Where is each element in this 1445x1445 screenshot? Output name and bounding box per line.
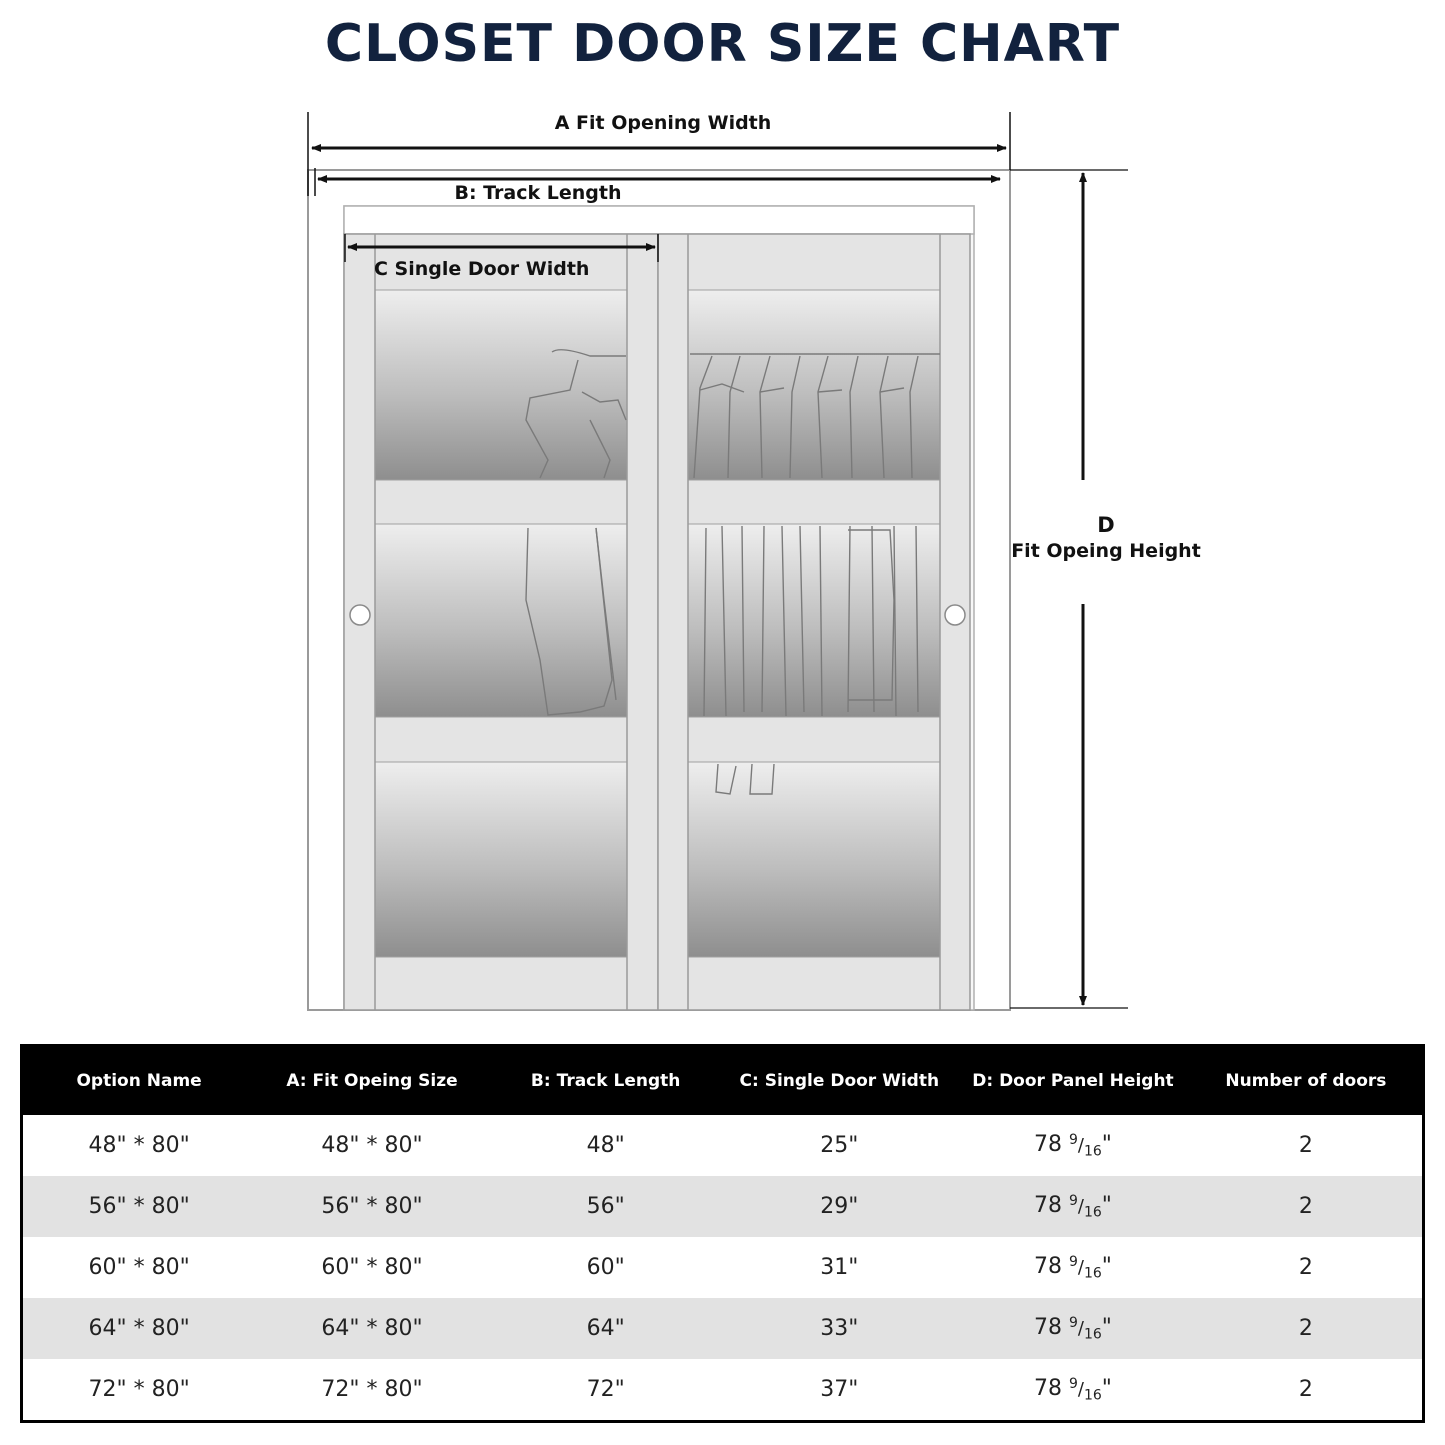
- fraction-numerator: 9: [1068, 1131, 1078, 1148]
- cell-track-length: 56": [489, 1176, 723, 1237]
- cell-option-name: 56" * 80": [22, 1176, 256, 1237]
- cell-single-door-width: 25": [722, 1115, 956, 1176]
- cell-track-length: 48": [489, 1115, 723, 1176]
- header-fit-opening-size: A: Fit Opeing Size: [255, 1046, 489, 1116]
- fraction-denominator: 16: [1083, 1204, 1102, 1221]
- cell-door-panel-height: [956, 1359, 1190, 1422]
- cell-number-of-doors: 2: [1190, 1237, 1424, 1298]
- dimension-b-label: B: Track Length: [454, 182, 622, 204]
- cell-door-panel-height: [956, 1237, 1190, 1298]
- panel-height-whole: 78: [1033, 1192, 1062, 1218]
- panel-height-whole: 78: [1033, 1375, 1062, 1401]
- cell-door-panel-height: [956, 1115, 1190, 1176]
- table-row: [22, 1298, 1424, 1359]
- panel-height-fraction: $^9/_{16}$: [1068, 1375, 1102, 1404]
- cell-door-panel-height: [956, 1298, 1190, 1359]
- fraction-numerator: 9: [1068, 1314, 1078, 1331]
- fraction-denominator: 16: [1083, 1387, 1102, 1404]
- cell-track-length: 64": [489, 1298, 723, 1359]
- cell-single-door-width: 31": [722, 1237, 956, 1298]
- cell-single-door-width: 29": [722, 1176, 956, 1237]
- fraction-denominator: 16: [1083, 1143, 1102, 1160]
- table-row: [22, 1359, 1424, 1422]
- cell-single-door-width: 37": [722, 1359, 956, 1422]
- cell-fit-opening-size: 60" * 80": [255, 1237, 489, 1298]
- panel-height-whole: 78: [1033, 1131, 1062, 1157]
- unit-mark: ": [1101, 1131, 1112, 1157]
- unit-mark: ": [1101, 1192, 1112, 1218]
- panel-height-fraction: $^9/_{16}$: [1068, 1253, 1102, 1282]
- left-door-handle: [350, 605, 370, 625]
- cell-fit-opening-size: 48" * 80": [255, 1115, 489, 1176]
- cell-option-name: 64" * 80": [22, 1298, 256, 1359]
- size-table: [20, 1044, 1425, 1423]
- dimension-d: [1010, 170, 1201, 1008]
- cell-number-of-doors: 2: [1190, 1298, 1424, 1359]
- header-single-door-width: C: Single Door Width: [722, 1046, 956, 1116]
- dimension-a-label: A Fit Opening Width: [554, 112, 772, 134]
- fraction-numerator: 9: [1068, 1192, 1078, 1209]
- panel-height-fraction: $^9/_{16}$: [1068, 1131, 1102, 1160]
- header-option-name: Option Name: [22, 1046, 256, 1116]
- table-row: [22, 1115, 1424, 1176]
- panel-height-whole: 78: [1033, 1253, 1062, 1279]
- cell-fit-opening-size: 64" * 80": [255, 1298, 489, 1359]
- unit-mark: ": [1101, 1253, 1112, 1279]
- cell-number-of-doors: 2: [1190, 1115, 1424, 1176]
- cell-fit-opening-size: 72" * 80": [255, 1359, 489, 1422]
- header-track-length: B: Track Length: [489, 1046, 723, 1116]
- table-row: [22, 1176, 1424, 1237]
- cell-fit-opening-size: 56" * 80": [255, 1176, 489, 1237]
- left-door-panel: [344, 234, 658, 1010]
- right-door-handle: [945, 605, 965, 625]
- panel-height-fraction: $^9/_{16}$: [1068, 1192, 1102, 1221]
- dimension-c-label: C Single Door Width: [374, 258, 590, 280]
- cell-number-of-doors: 2: [1190, 1176, 1424, 1237]
- cell-option-name: 48" * 80": [22, 1115, 256, 1176]
- cell-number-of-doors: 2: [1190, 1359, 1424, 1422]
- cell-option-name: 60" * 80": [22, 1237, 256, 1298]
- fraction-denominator: 16: [1083, 1265, 1102, 1282]
- cell-track-length: 72": [489, 1359, 723, 1422]
- fraction-denominator: 16: [1083, 1326, 1102, 1343]
- page-title: CLOSET DOOR SIZE CHART: [324, 14, 1121, 74]
- cell-option-name: 72" * 80": [22, 1359, 256, 1422]
- table-header-row: [22, 1046, 1424, 1116]
- fraction-numerator: 9: [1068, 1375, 1078, 1392]
- panel-height-fraction: $^9/_{16}$: [1068, 1314, 1102, 1343]
- cell-single-door-width: 33": [722, 1298, 956, 1359]
- cell-door-panel-height: [956, 1176, 1190, 1237]
- dimension-d-label: Fit Opeing Height: [1011, 540, 1201, 562]
- panel-height-whole: 78: [1033, 1314, 1062, 1340]
- header-number-of-doors: Number of doors: [1190, 1046, 1424, 1116]
- unit-mark: ": [1101, 1375, 1112, 1401]
- unit-mark: ": [1101, 1314, 1112, 1340]
- table-row: [22, 1237, 1424, 1298]
- header-door-panel-height: D: Door Panel Height: [956, 1046, 1190, 1116]
- dimension-d-letter: D: [1097, 513, 1115, 537]
- cell-track-length: 60": [489, 1237, 723, 1298]
- fraction-numerator: 9: [1068, 1253, 1078, 1270]
